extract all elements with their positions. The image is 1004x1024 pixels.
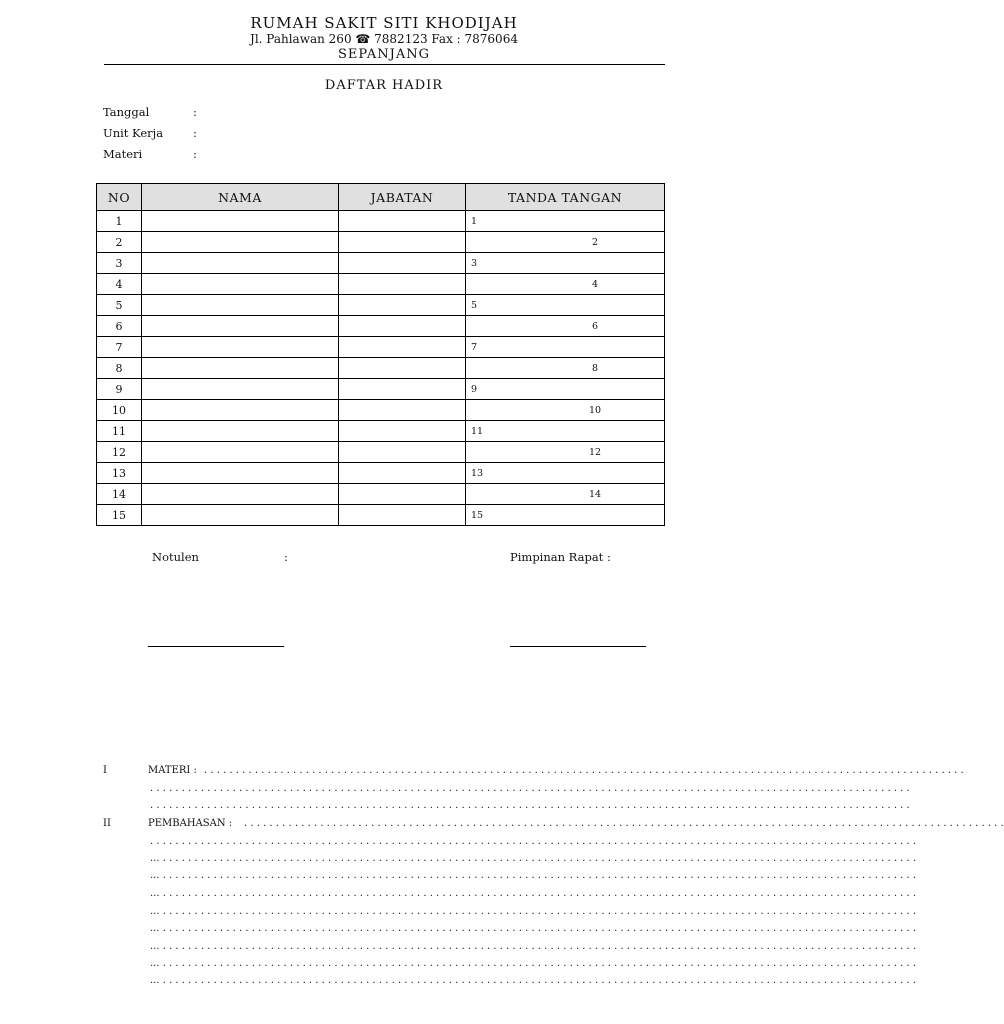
- table-row: [97, 274, 665, 295]
- signature-cell[interactable]: 1: [466, 211, 665, 232]
- row-number: 4: [97, 274, 142, 295]
- meta-sep: :: [193, 147, 197, 161]
- hospital-name: RUMAH SAKIT SITI KHODIJAH: [250, 14, 518, 32]
- row-number: 7: [97, 337, 142, 358]
- section-pembahasan-label: PEMBAHASAN :: [148, 818, 233, 829]
- meta-sep: :: [193, 126, 197, 140]
- jabatan-cell[interactable]: [339, 463, 466, 484]
- header-rule: [104, 64, 665, 65]
- pembahasan-dot-line: ... . . . . . . . . . . . . . . . . . . . . . . . . . . . . . . . . . . . . . . . . . . . . . . . . . . . . . . . . . . . . . . . . . . . . . . . . . . . . . . . . . . . . . . . . . . . . . . . . . . . . . . . . . . . . . . . . . . . . . . .: [150, 941, 917, 952]
- table-row: [97, 211, 665, 232]
- materi-dot-line: . . . . . . . . . . . . . . . . . . . . . . . . . . . . . . . . . . . . . . . . . . . . . . . . . . . . . . . . . . . . . . . . . . . . . . . . . . . . . . . . . . . . . . . . . . . . . . . . . . . . . . . . . . . . . . . . . . . . . . . .: [150, 783, 910, 794]
- col-no-header: NO: [97, 184, 142, 211]
- jabatan-cell[interactable]: [339, 379, 466, 400]
- jabatan-cell[interactable]: [339, 295, 466, 316]
- materi-dot-line: . . . . . . . . . . . . . . . . . . . . . . . . . . . . . . . . . . . . . . . . . . . . . . . . . . . . . . . . . . . . . . . . . . . . . . . . . . . . . . . . . . . . . . . . . . . . . . . . . . . . . . . . . . . . . . . . . . . . . . . .: [204, 765, 964, 776]
- row-number: 3: [97, 253, 142, 274]
- nama-cell[interactable]: [142, 421, 339, 442]
- nama-cell[interactable]: [142, 337, 339, 358]
- notulen-sep: :: [284, 550, 288, 564]
- signature-cell[interactable]: 4: [466, 274, 665, 295]
- signature-cell[interactable]: 13: [466, 463, 665, 484]
- section-materi-label: MATERI :: [148, 765, 197, 776]
- table-row: [97, 379, 665, 400]
- jabatan-cell[interactable]: [339, 484, 466, 505]
- jabatan-cell[interactable]: [339, 421, 466, 442]
- row-number: 8: [97, 358, 142, 379]
- materi-dot-line: . . . . . . . . . . . . . . . . . . . . . . . . . . . . . . . . . . . . . . . . . . . . . . . . . . . . . . . . . . . . . . . . . . . . . . . . . . . . . . . . . . . . . . . . . . . . . . . . . . . . . . . . . . . . . . . . . . . . . . . .: [150, 800, 910, 811]
- jabatan-cell[interactable]: [339, 232, 466, 253]
- signature-cell[interactable]: 2: [466, 232, 665, 253]
- signature-cell[interactable]: 3: [466, 253, 665, 274]
- pembahasan-dot-line: ... . . . . . . . . . . . . . . . . . . . . . . . . . . . . . . . . . . . . . . . . . . . . . . . . . . . . . . . . . . . . . . . . . . . . . . . . . . . . . . . . . . . . . . . . . . . . . . . . . . . . . . . . . . . . . . . . . . . . . . .: [150, 923, 917, 934]
- signature-cell[interactable]: 6: [466, 316, 665, 337]
- row-number: 13: [97, 463, 142, 484]
- hospital-city: SEPANJANG: [337, 47, 431, 62]
- signature-cell[interactable]: 9: [466, 379, 665, 400]
- document-title: DAFTAR HADIR: [324, 78, 444, 93]
- pimpinan-signature-line: [510, 646, 646, 647]
- nama-cell[interactable]: [142, 232, 339, 253]
- jabatan-cell[interactable]: [339, 253, 466, 274]
- col-jabatan-header: JABATAN: [339, 184, 466, 211]
- table-header-row: [97, 184, 665, 211]
- table-row: [97, 484, 665, 505]
- meta-materi: [103, 147, 197, 161]
- nama-cell[interactable]: [142, 400, 339, 421]
- pembahasan-dot-line: ... . . . . . . . . . . . . . . . . . . . . . . . . . . . . . . . . . . . . . . . . . . . . . . . . . . . . . . . . . . . . . . . . . . . . . . . . . . . . . . . . . . . . . . . . . . . . . . . . . . . . . . . . . . . . . . . . . . . . . . .: [150, 888, 917, 899]
- meta-tanggal: [103, 105, 197, 119]
- row-number: 6: [97, 316, 142, 337]
- row-number: 1: [97, 211, 142, 232]
- pembahasan-dot-line: ... . . . . . . . . . . . . . . . . . . . . . . . . . . . . . . . . . . . . . . . . . . . . . . . . . . . . . . . . . . . . . . . . . . . . . . . . . . . . . . . . . . . . . . . . . . . . . . . . . . . . . . . . . . . . . . . . . . . . . . .: [150, 975, 917, 986]
- meta-sep: :: [193, 105, 197, 119]
- row-number: 10: [97, 400, 142, 421]
- signature-cell[interactable]: 12: [466, 442, 665, 463]
- table-row: [97, 358, 665, 379]
- attendance-table-body: [97, 211, 665, 526]
- nama-cell[interactable]: [142, 358, 339, 379]
- row-number: 11: [97, 421, 142, 442]
- nama-cell[interactable]: [142, 463, 339, 484]
- jabatan-cell[interactable]: [339, 442, 466, 463]
- pembahasan-dot-line: ... . . . . . . . . . . . . . . . . . . . . . . . . . . . . . . . . . . . . . . . . . . . . . . . . . . . . . . . . . . . . . . . . . . . . . . . . . . . . . . . . . . . . . . . . . . . . . . . . . . . . . . . . . . . . . . . . . . . . . . .: [150, 870, 917, 881]
- signature-cell[interactable]: 14: [466, 484, 665, 505]
- nama-cell[interactable]: [142, 274, 339, 295]
- nama-cell[interactable]: [142, 379, 339, 400]
- meta-unit-kerja: [103, 126, 197, 140]
- row-number: 5: [97, 295, 142, 316]
- pembahasan-dot-line: . . . . . . . . . . . . . . . . . . . . . . . . . . . . . . . . . . . . . . . . . . . . . . . . . . . . . . . . . . . . . . . . . . . . . . . . . . . . . . . . . . . . . . . . . . . . . . . . . . . . . . . . . . . . . . . . . . . . . . . . .: [150, 836, 917, 847]
- notulen-label: Notulen: [152, 550, 199, 564]
- table-row: [97, 442, 665, 463]
- jabatan-cell[interactable]: [339, 337, 466, 358]
- pembahasan-dot-line: ... . . . . . . . . . . . . . . . . . . . . . . . . . . . . . . . . . . . . . . . . . . . . . . . . . . . . . . . . . . . . . . . . . . . . . . . . . . . . . . . . . . . . . . . . . . . . . . . . . . . . . . . . . . . . . . . . . . . . . . .: [150, 958, 917, 969]
- signature-cell[interactable]: 10: [466, 400, 665, 421]
- section-ii-number: II: [103, 818, 111, 829]
- nama-cell[interactable]: [142, 253, 339, 274]
- nama-cell[interactable]: [142, 211, 339, 232]
- nama-cell[interactable]: [142, 316, 339, 337]
- signature-cell[interactable]: 5: [466, 295, 665, 316]
- jabatan-cell[interactable]: [339, 274, 466, 295]
- pembahasan-dot-line: ... . . . . . . . . . . . . . . . . . . . . . . . . . . . . . . . . . . . . . . . . . . . . . . . . . . . . . . . . . . . . . . . . . . . . . . . . . . . . . . . . . . . . . . . . . . . . . . . . . . . . . . . . . . . . . . . . . . . . . . .: [150, 853, 917, 864]
- table-row: [97, 400, 665, 421]
- notulen-block: [152, 550, 199, 564]
- row-number: 2: [97, 232, 142, 253]
- nama-cell[interactable]: [142, 442, 339, 463]
- pembahasan-dot-line: ... . . . . . . . . . . . . . . . . . . . . . . . . . . . . . . . . . . . . . . . . . . . . . . . . . . . . . . . . . . . . . . . . . . . . . . . . . . . . . . . . . . . . . . . . . . . . . . . . . . . . . . . . . . . . . . . . . . . . . . .: [150, 906, 917, 917]
- section-i-number: I: [103, 765, 107, 776]
- nama-cell[interactable]: [142, 505, 339, 526]
- signature-cell[interactable]: 7: [466, 337, 665, 358]
- col-tanda-tangan-header: TANDA TANGAN: [466, 184, 665, 211]
- col-nama-header: NAMA: [142, 184, 339, 211]
- jabatan-cell[interactable]: [339, 358, 466, 379]
- table-row: [97, 232, 665, 253]
- nama-cell[interactable]: [142, 484, 339, 505]
- notulen-signature-line: [148, 646, 284, 647]
- jabatan-cell[interactable]: [339, 400, 466, 421]
- meta-label: Unit Kerja: [103, 126, 164, 140]
- table-row: [97, 505, 665, 526]
- row-number: 12: [97, 442, 142, 463]
- table-row: [97, 421, 665, 442]
- row-number: 14: [97, 484, 142, 505]
- jabatan-cell[interactable]: [339, 316, 466, 337]
- jabatan-cell[interactable]: [339, 211, 466, 232]
- hospital-address: Jl. Pahlawan 260 ☎ 7882123 Fax : 7876064: [250, 32, 518, 46]
- nama-cell[interactable]: [142, 295, 339, 316]
- table-row: [97, 253, 665, 274]
- meta-label: Materi: [103, 147, 143, 161]
- table-row: [97, 295, 665, 316]
- table-row: [97, 337, 665, 358]
- row-number: 15: [97, 505, 142, 526]
- attendance-table: [96, 183, 665, 526]
- signature-cell[interactable]: 8: [466, 358, 665, 379]
- signature-cell[interactable]: 11: [466, 421, 665, 442]
- jabatan-cell[interactable]: [339, 505, 466, 526]
- table-row: [97, 316, 665, 337]
- pimpinan-label: Pimpinan Rapat :: [510, 550, 611, 564]
- signature-cell[interactable]: 15: [466, 505, 665, 526]
- row-number: 9: [97, 379, 142, 400]
- meta-label: Tanggal: [103, 105, 150, 119]
- pembahasan-dot-line: . . . . . . . . . . . . . . . . . . . . . . . . . . . . . . . . . . . . . . . . . . . . . . . . . . . . . . . . . . . . . . . . . . . . . . . . . . . . . . . . . . . . . . . . . . . . . . . . . . . . . . . . . . . . . . . . . . . . . . . .: [244, 818, 1004, 829]
- table-row: [97, 463, 665, 484]
